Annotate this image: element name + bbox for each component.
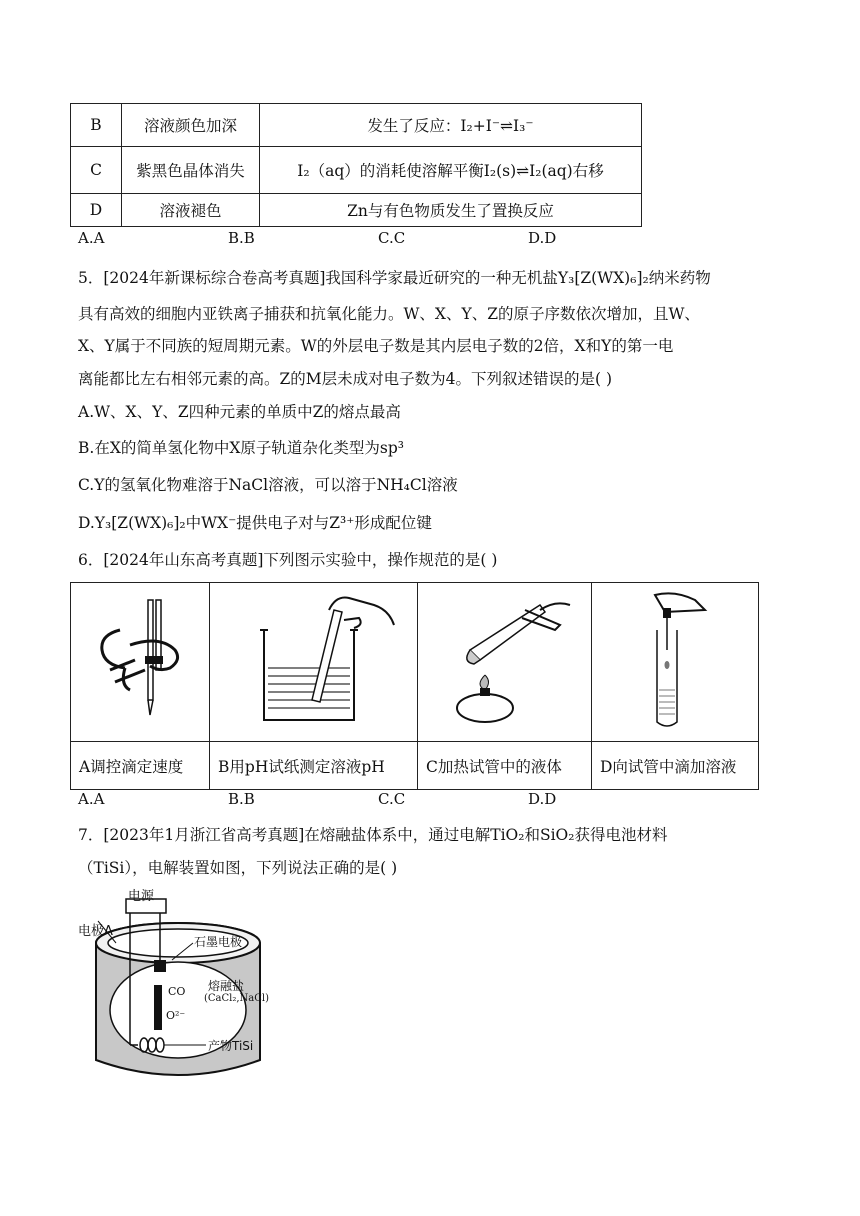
figure-dropper bbox=[592, 583, 759, 742]
q6-stem: 6．[2024年山东高考真题]下列图示实验中，操作规范的是( ) bbox=[78, 551, 498, 569]
row-phenomenon: 溶液颜色加深 bbox=[122, 104, 260, 147]
label-salt-formula: (CaCl₂,NaCl) bbox=[204, 993, 270, 1004]
caption-b: B用pH试纸测定溶液pH bbox=[210, 742, 418, 790]
q4-table bbox=[70, 103, 642, 227]
test-tube-dropper-icon bbox=[605, 590, 745, 730]
row-letter: B bbox=[71, 104, 122, 147]
label-electrode-a: 电极A bbox=[78, 924, 113, 939]
label-power: 电源 bbox=[128, 889, 155, 904]
caption-c: C加热试管中的液体 bbox=[418, 742, 592, 790]
electrolysis-figure bbox=[78, 885, 278, 1085]
row-phenomenon: 溶液褪色 bbox=[122, 194, 260, 227]
q5-stem-line: 5．[2024年新课标综合卷高考真题]我国科学家最近研究的一种无机盐Y₃[Z(WX)₆]₂纳米药物 bbox=[78, 269, 711, 287]
label-o2: O²⁻ bbox=[166, 1009, 186, 1022]
q7-stem-line: （TiSi），电解装置如图，下列说法正确的是( ) bbox=[78, 859, 398, 877]
row-letter: D bbox=[71, 194, 122, 227]
q5-option-c[interactable]: C.Y的氢氧化物难溶于NaCl溶液，可以溶于NH₄Cl溶液 bbox=[78, 476, 458, 494]
q5-stem-line: 离能都比左右相邻元素的高。Z的M层未成对电子数为4。下列叙述错误的是( ) bbox=[78, 370, 613, 388]
figure-heating bbox=[418, 583, 592, 742]
titration-hand-icon bbox=[90, 590, 190, 730]
label-co: CO bbox=[168, 985, 186, 998]
q5-option-b[interactable]: B.在X的简单氢化物中X原子轨道杂化类型为sp³ bbox=[78, 439, 404, 457]
table-row bbox=[71, 147, 642, 194]
figure-titration bbox=[71, 583, 210, 742]
q5-option-d[interactable]: D.Y₃[Z(WX)₆]₂中WX⁻提供电子对与Z³⁺形成配位键 bbox=[78, 514, 432, 532]
q4-option-b[interactable]: B.B bbox=[228, 229, 255, 247]
q5-option-a[interactable]: A.W、X、Y、Z四种元素的单质中Z的熔点最高 bbox=[78, 403, 401, 421]
row-explanation: 发生了反应：I₂+I⁻⇌I₃⁻ bbox=[260, 104, 642, 147]
q5-stem-line: 具有高效的细胞内亚铁离子捕获和抗氧化能力。W、X、Y、Z的原子序数依次增加，且W、 bbox=[78, 305, 700, 323]
q4-option-d[interactable]: D.D bbox=[528, 229, 557, 247]
table-row bbox=[71, 194, 642, 227]
q7-stem-line: 7．[2023年1月浙江省高考真题]在熔融盐体系中，通过电解TiO₂和SiO₂获得电池材料 bbox=[78, 826, 668, 844]
q4-option-a[interactable]: A.A bbox=[78, 229, 105, 247]
q6-option-d[interactable]: D.D bbox=[528, 790, 557, 808]
label-product: 产物TiSi bbox=[208, 1039, 254, 1053]
beaker-ph-icon bbox=[224, 590, 404, 730]
q6-option-c[interactable]: C.C bbox=[378, 790, 406, 808]
caption-a: A调控滴定速度 bbox=[71, 742, 210, 790]
row-letter: C bbox=[71, 147, 122, 194]
label-molten-salt: 熔融盐 bbox=[208, 979, 245, 993]
row-explanation: Zn与有色物质发生了置换反应 bbox=[260, 194, 642, 227]
q6-option-a[interactable]: A.A bbox=[78, 790, 105, 808]
row-phenomenon: 紫黑色晶体消失 bbox=[122, 147, 260, 194]
q5-stem-line: X、Y属于不同族的短周期元素。W的外层电子数是其内层电子数的2倍，X和Y的第一电 bbox=[78, 337, 674, 355]
figure-ph-paper bbox=[210, 583, 418, 742]
row-explanation: I₂（aq）的消耗使溶解平衡I₂(s)⇌I₂(aq)右移 bbox=[260, 147, 642, 194]
q6-figure-table bbox=[70, 582, 759, 790]
table-row bbox=[71, 104, 642, 147]
caption-d: D向试管中滴加溶液 bbox=[592, 742, 759, 790]
q4-option-c[interactable]: C.C bbox=[378, 229, 406, 247]
alcohol-lamp-icon bbox=[430, 590, 580, 730]
q6-option-b[interactable]: B.B bbox=[228, 790, 255, 808]
label-graphite: 石墨电极 bbox=[194, 935, 243, 949]
